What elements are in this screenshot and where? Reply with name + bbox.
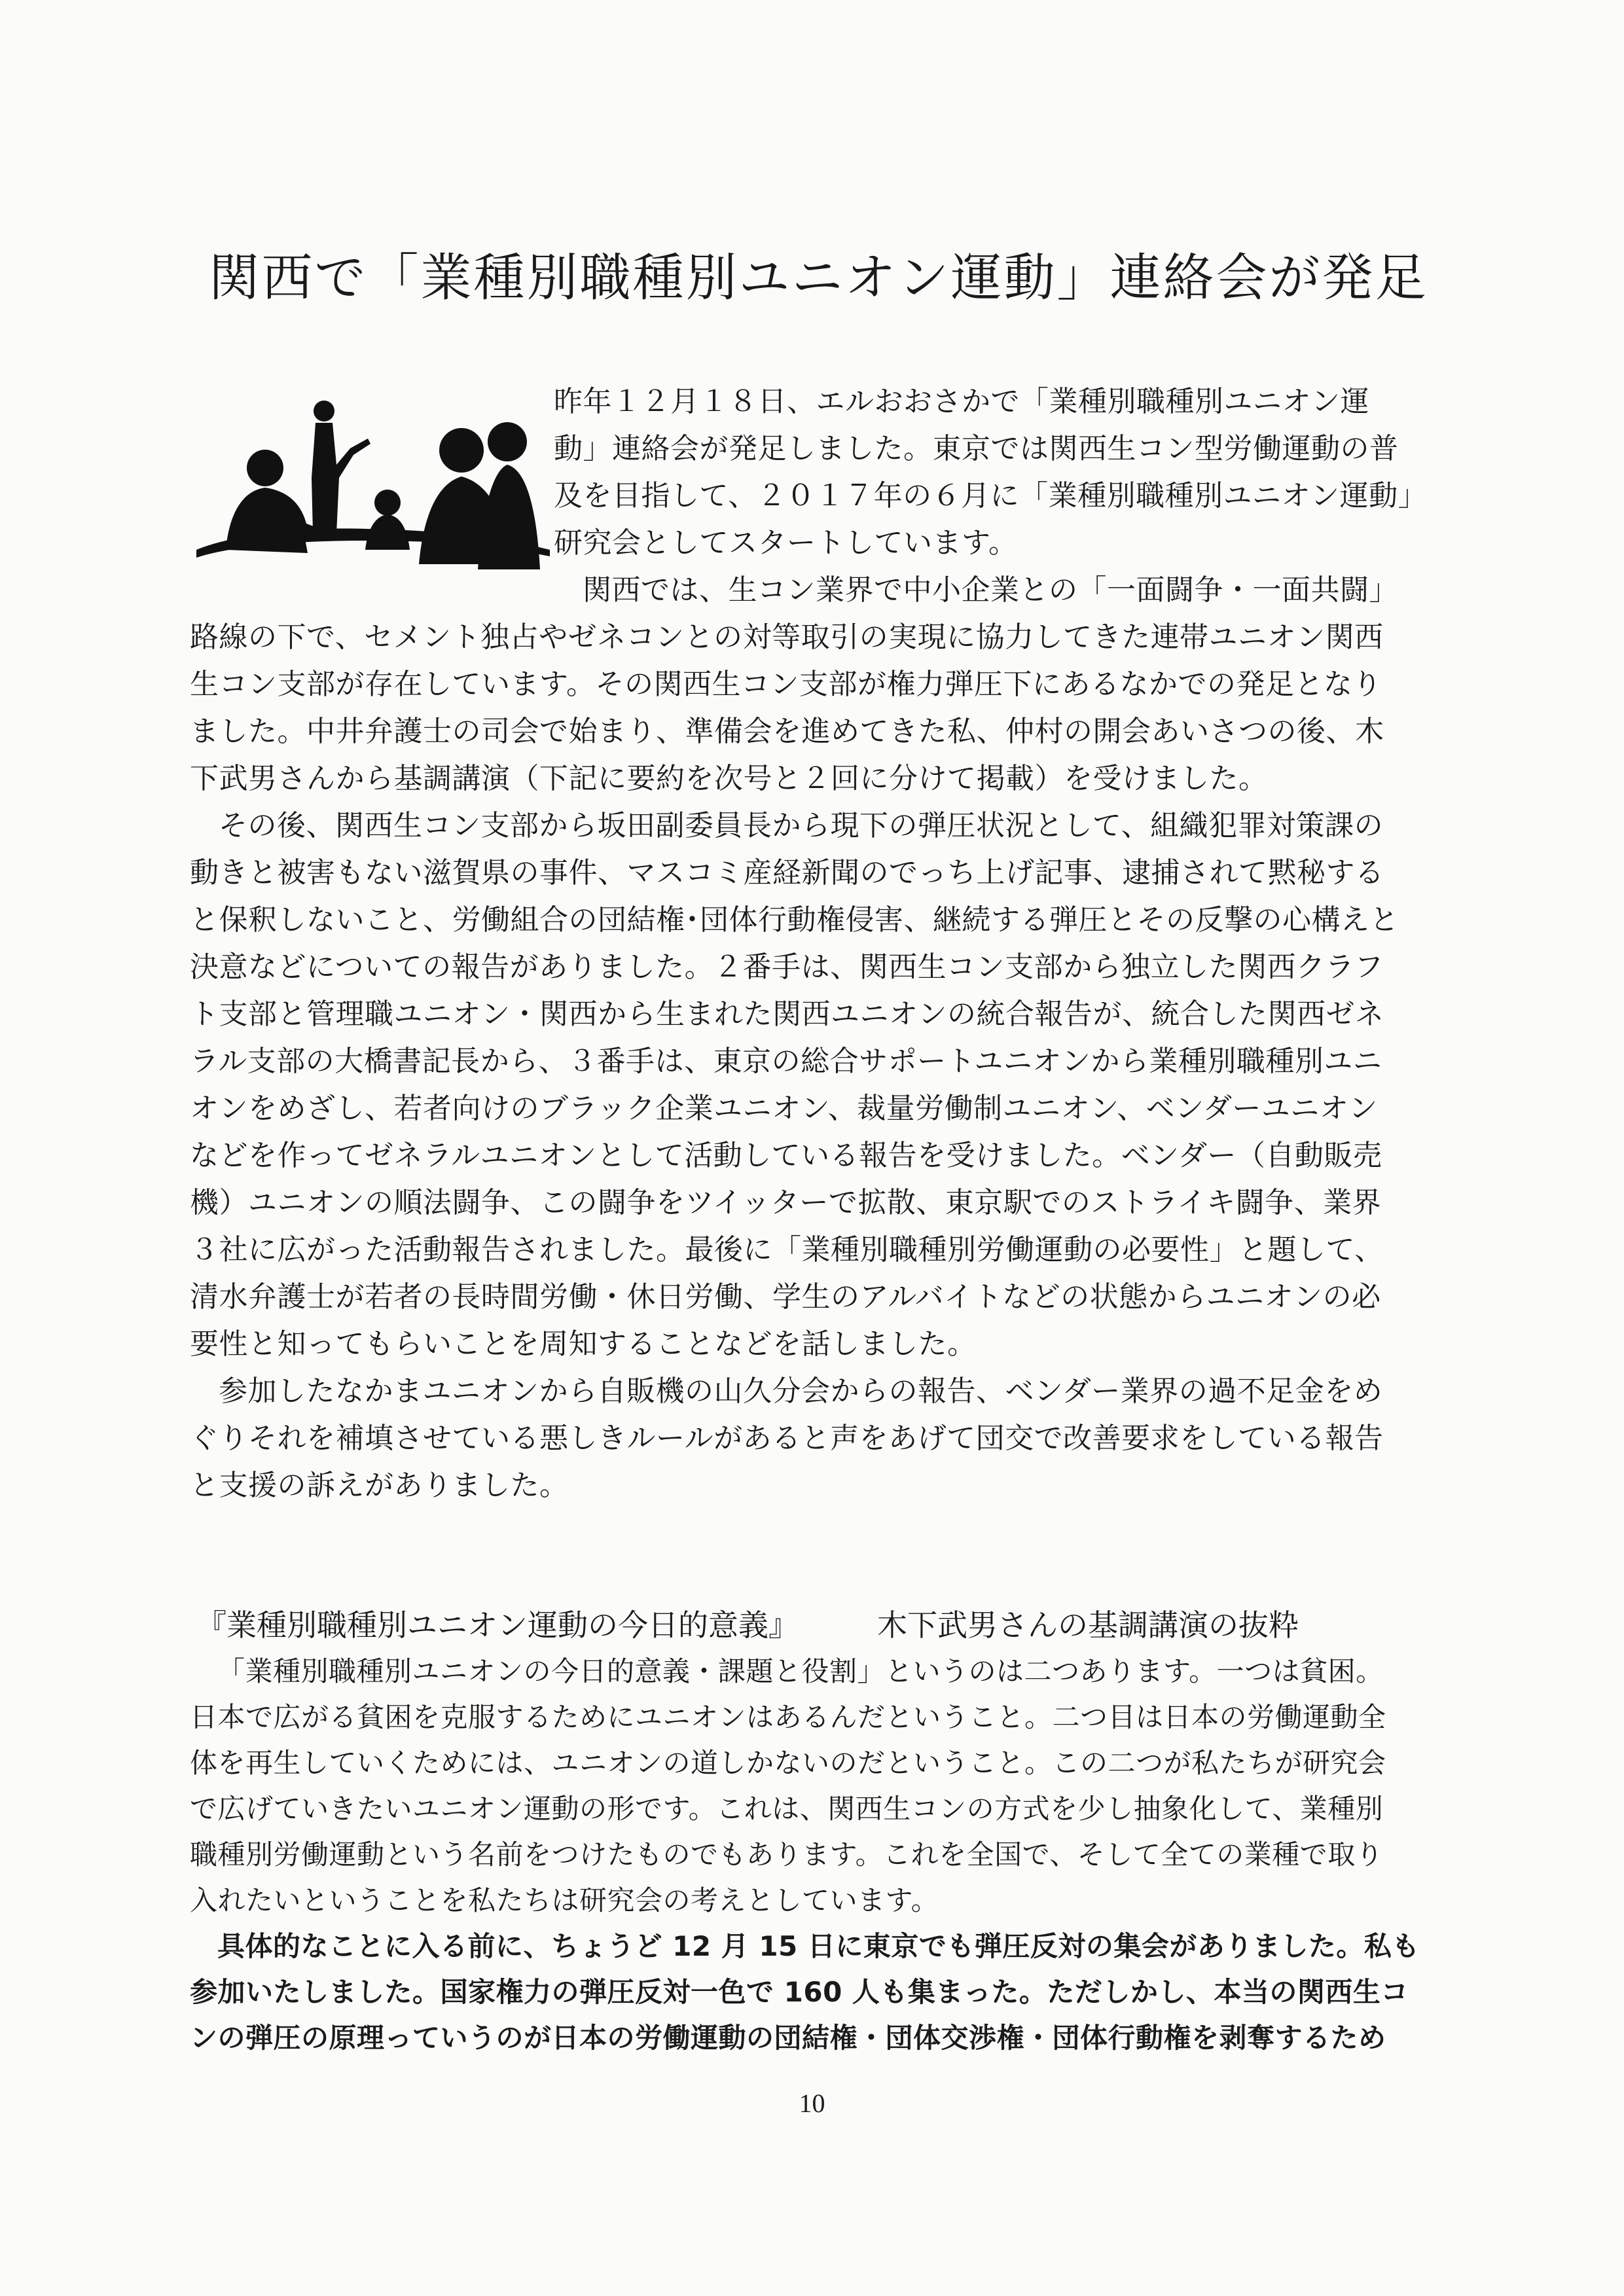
body-line: 機）ユニオンの順法闘争、この闘争をツイッターで拡散、東京駅でのストライキ闘争、業界 [190, 1186, 1382, 1219]
section-heading [196, 1602, 1440, 1649]
intro-line: 及を目指して、２０１７年の６月に「業種別職種別ユニオン運動」 [554, 479, 1428, 512]
body-line: 参加したなかまユニオンから自販機の山久分会からの報告、ベンダー業界の過不足金をめ [219, 1374, 1383, 1408]
body-line: 動きと被害もない滋賀県の事件、マスコミ産経新聞のでっち上げ記事、逮捕されて黙秘する [190, 856, 1384, 889]
intro-line: 研究会としてスタートしています。 [554, 526, 1018, 560]
body-line: ト支部と管理職ユニオン・関西から生まれた関西ユニオンの統合報告が、統合した関西ゼネ [190, 997, 1384, 1031]
body-line: 要性と知ってもらいことを周知することなどを話しました。 [190, 1327, 977, 1361]
lecture-line: ンの弾圧の原理っていうのが日本の労働運動の団結権・団体交渉権・団体行動権を剥奪するため [190, 2022, 1386, 2054]
body-line: ラル支部の大橋書記長から、３番手は、東京の総合サポートユニオンから業種別職種別ユニ [190, 1045, 1382, 1078]
body-line: ぐりそれを補填させている悪しきルールがあると声をあげて団交で改善要求をしている報告 [190, 1422, 1384, 1455]
lecture-line: 日本で広がる貧困を克服するためにユニオンはあるんだということ。二つ目は日本の労働運動全 [190, 1701, 1386, 1733]
body-line: ３社に広がった活動報告されました。最後に「業種別職種別労働運動の必要性」と題して、 [190, 1233, 1384, 1266]
body-line: と支援の訴えがありました。 [190, 1469, 569, 1502]
body-line: 路線の下で、セメント独占やゼネコンとの対等取引の実現に協力してきた連帯ユニオン関西 [190, 620, 1384, 654]
lecture-line: 職種別労働運動という名前をつけたものでもあります。これを全国で、そして全ての業種で取り [190, 1839, 1384, 1871]
intro-line: 昨年１２月１８日、エルおおさかで「業種別職種別ユニオン運 [554, 385, 1369, 418]
lecture-line: で広げていきたいユニオン運動の形です。これは、関西生コンの方式を少し抽象化して、業種別 [190, 1793, 1384, 1825]
body-line: 生コン支部が存在しています。その関西生コン支部が権力弾圧下にあるなかでの発足となり [190, 668, 1382, 701]
body-line: などを作ってゼネラルユニオンとして活動している報告を受けました。ベンダー（自動販売 [190, 1139, 1382, 1172]
page-title: 関西で「業種別職種別ユニオン運動」連絡会が発足 [208, 249, 1428, 308]
intro-paragraph [190, 378, 1434, 614]
section-heading-title: 『業種別職種別ユニオン運動の今日的意義』 [196, 1607, 799, 1643]
lecture-line: 具体的なことに入る前に、ちょうど 12 月 15 日に東京でも弾圧反対の集会がありました。私も [217, 1930, 1420, 1962]
intro-line: 関西では、生コン業界で中小企業との「一面闘争・一面共闘」 [583, 573, 1398, 607]
body-line: 決意などについての報告がありました。２番手は、関西生コン支部から独立した関西クラフ [190, 950, 1384, 984]
lecture-line: 体を再生していくためには、ユニオンの道しかないのだということ。この二つが私たちが研究会 [190, 1747, 1386, 1779]
lecture-line: 「業種別職種別ユニオンの今日的意義・課題と役割」というのは二つあります。一つは貧困。 [217, 1655, 1384, 1687]
body-line: 下武男さんから基調講演（下記に要約を次号と２回に分けて掲載）を受けました。 [190, 762, 1268, 795]
lecture-line: 参加いたしました。国家権力の弾圧反対一色で 160 人も集まった。ただしかし、本当の関西生コ [190, 1976, 1409, 2008]
body-line: と保釈しないこと、労働組合の団結権･団体行動権侵害、継続する弾圧とその反撃の心構えと [190, 903, 1399, 937]
page-number: 10 [799, 2089, 825, 2118]
body-line: オンをめざし、若者向けのブラック企業ユニオン、裁量労働制ユニオン、ベンダーユニオン [190, 1092, 1378, 1125]
section-heading-speaker: 木下武男さんの基調講演の抜粋 [877, 1607, 1299, 1643]
lecture-line: 入れたいということを私たちは研究会の考えとしています。 [190, 1884, 939, 1916]
body-text [190, 614, 1434, 1509]
lecture-excerpt [190, 1649, 1434, 2061]
body-line: ました。中井弁護士の司会で始まり、準備会を進めてきた私、仲村の開会あいさつの後、木 [190, 715, 1384, 748]
body-line: 清水弁護士が若者の長時間労働・休日労働、学生のアルバイトなどの状態からユニオンの必 [190, 1280, 1381, 1314]
intro-line: 動」連絡会が発足しました。東京では関西生コン型労働運動の普 [554, 432, 1399, 465]
body-line: その後、関西生コン支部から坂田副委員長から現下の弾圧状況として、組織犯罪対策課の [219, 809, 1384, 842]
